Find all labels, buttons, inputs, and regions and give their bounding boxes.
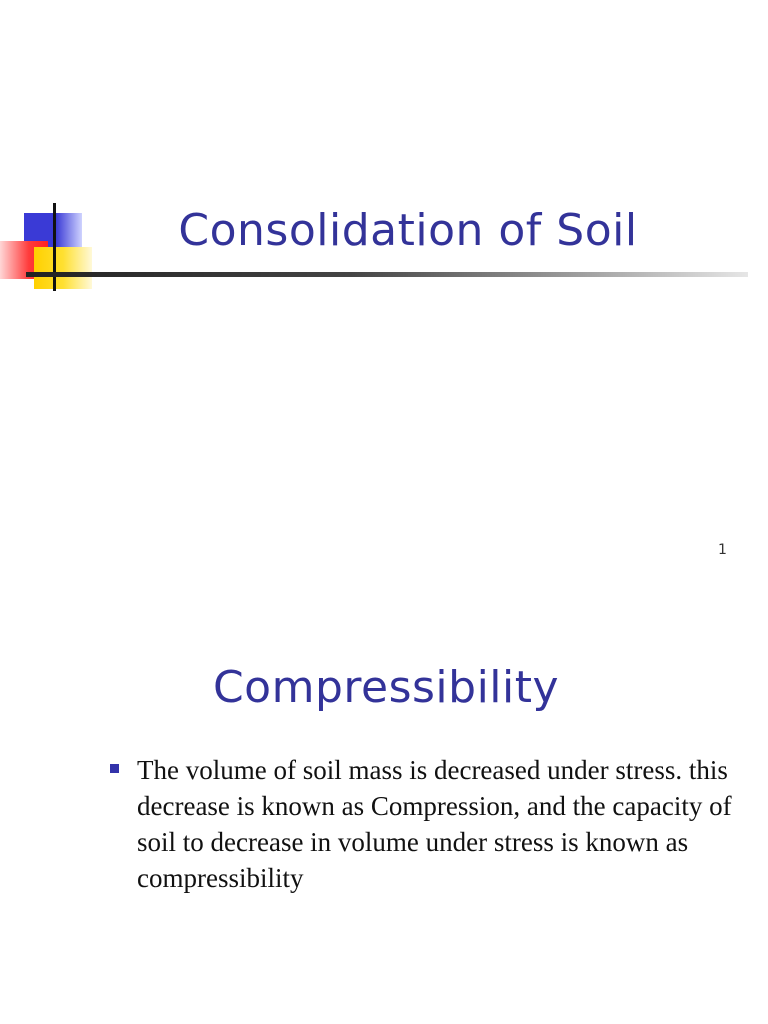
slide-title: Compressibility xyxy=(212,662,560,713)
slide-title: Consolidation of Soil xyxy=(178,205,638,256)
bullet-item xyxy=(107,752,757,896)
slide-2 xyxy=(0,576,768,1024)
bullet-list xyxy=(107,752,757,896)
title-underline-rule xyxy=(26,272,748,277)
page-number: 1 xyxy=(718,542,727,558)
square-bullet-icon xyxy=(110,764,119,773)
bullet-text: The volume of soil mass is decreased under stress. this decrease is known as Compression, and the capacity of soil to decrease in volume under stress is known as compressibility xyxy=(137,755,732,893)
